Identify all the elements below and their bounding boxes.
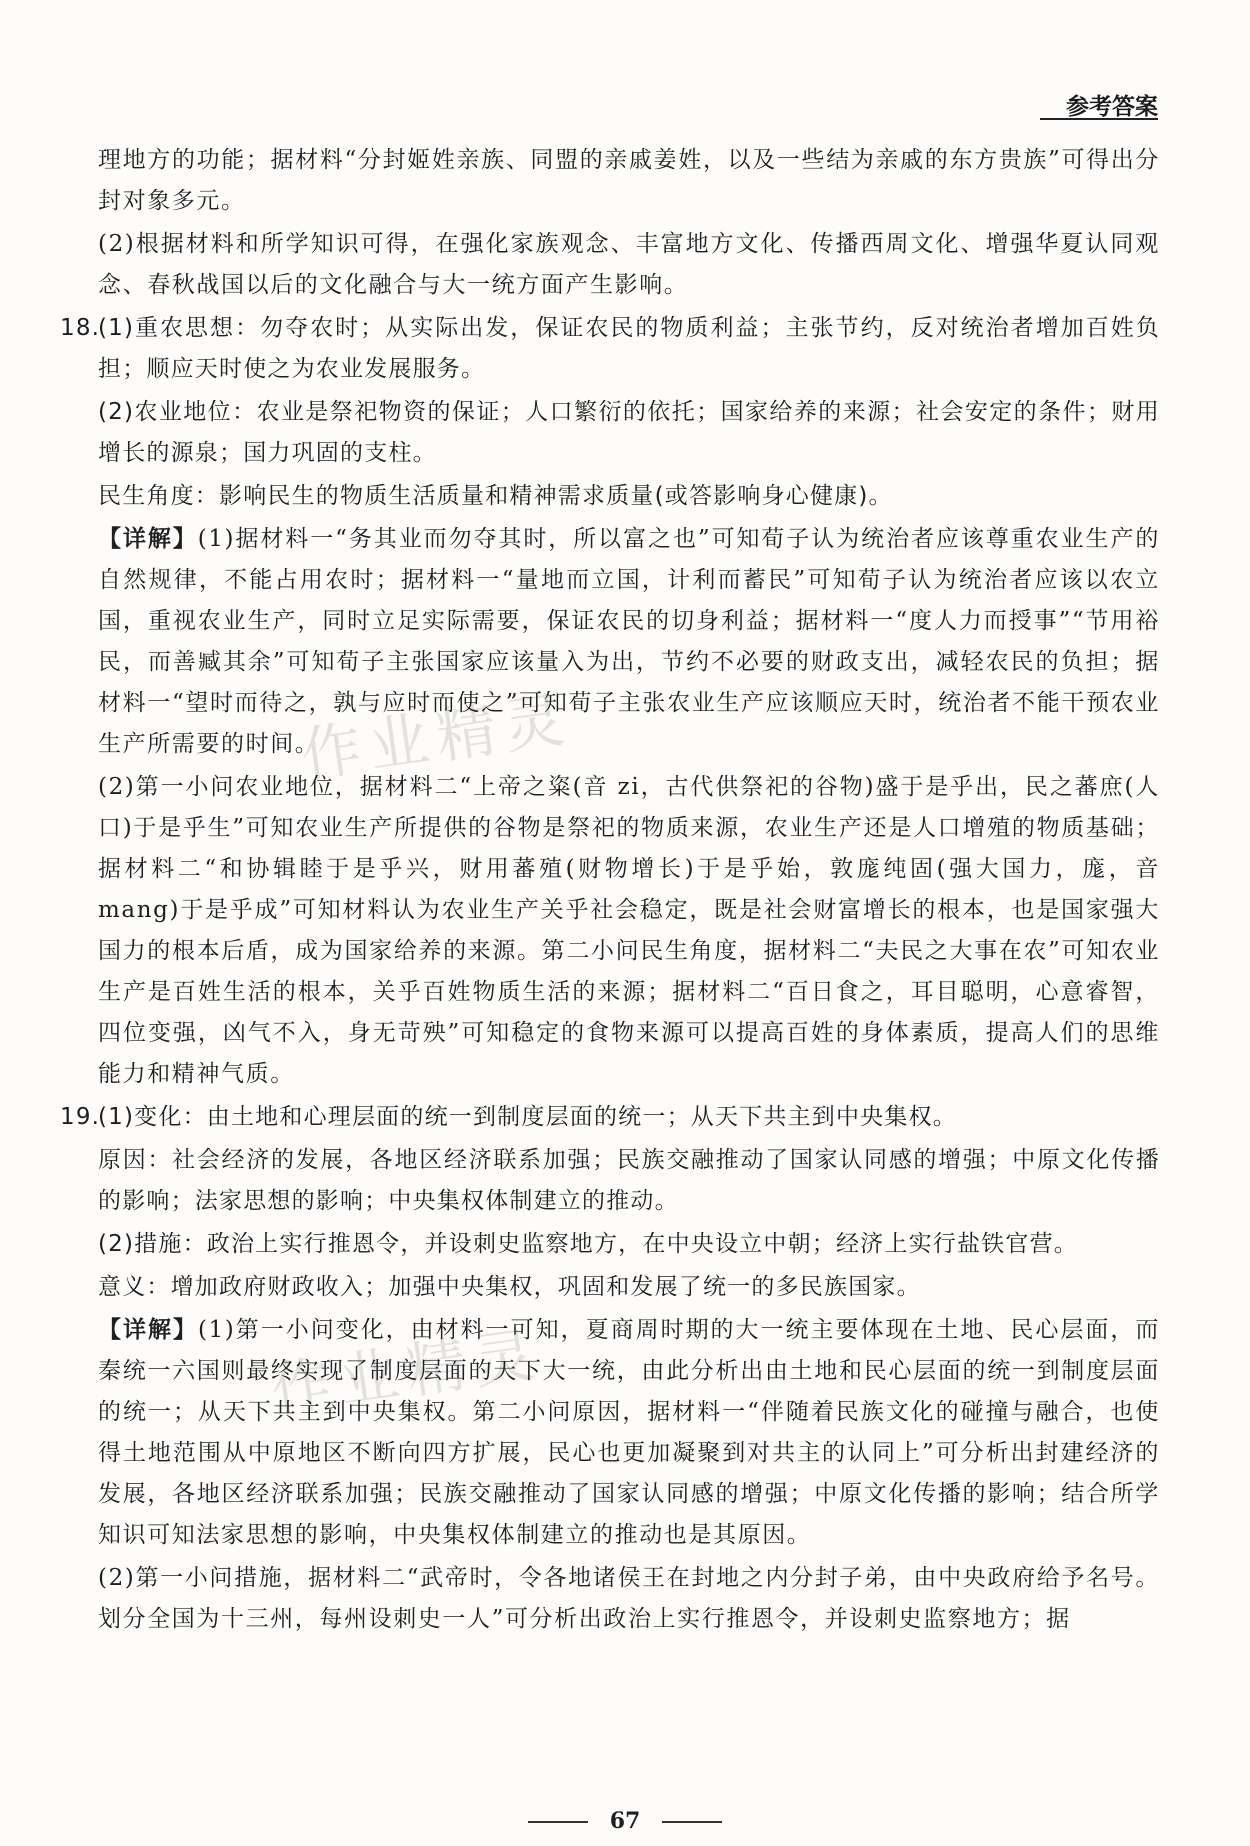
answer-paragraph — [60, 1140, 1160, 1222]
watermark: 作业精灵 — [297, 684, 577, 792]
answer-paragraph — [60, 1267, 1160, 1308]
answer-paragraph — [60, 224, 1160, 306]
paragraph-text: (2)第一小问措施，据材料二“武帝时，令各地诸侯王在封地之内分封子弟，由中央政府给予名号。划分全国为十三州，每州设刺史一人”可分析出政治上实行推恩令，并设刺史监察地方；据 — [98, 1565, 1160, 1632]
answer-paragraph — [60, 140, 1160, 222]
paragraph-text: 原因：社会经济的发展，各地区经济联系加强；民族交融推动了国家认同感的增强；中原文化传播的影响；法家思想的影响；中央集权体制建立的推动。 — [98, 1147, 1160, 1214]
watermark: 作业精灵 — [267, 1319, 547, 1427]
page-footer — [0, 1808, 1250, 1834]
explanation-tag: 【详解】 — [98, 1317, 198, 1343]
answer-paragraph — [60, 1558, 1160, 1640]
paragraph-text: 民生角度：影响民生的物质生活质量和精神需求质量(或答影响身心健康)。 — [98, 483, 893, 509]
answer-paragraph — [60, 392, 1160, 474]
explanation-tag: 【详解】 — [98, 526, 198, 552]
answer-paragraph — [60, 1310, 1160, 1556]
paragraph-text: 理地方的功能；据材料“分封姬姓亲族、同盟的亲戚姜姓，以及一些结为亲戚的东方贵族”可得出分封对象多元。 — [98, 147, 1160, 214]
paragraph-text: (1)变化：由土地和心理层面的统一到制度层面的统一；从天下共主到中央集权。 — [98, 1104, 957, 1130]
answer-paragraph — [60, 1224, 1160, 1265]
page-number: 67 — [609, 1808, 641, 1834]
answer-paragraph — [60, 1097, 1160, 1138]
footer-ornament-right — [662, 1821, 722, 1823]
paragraph-text: (1)重农思想：勿夺农时；从实际出发，保证农民的物质利益；主张节约，反对统治者增加百姓负担；顺应天时使之为农业发展服务。 — [98, 315, 1160, 382]
footer-ornament-left — [528, 1821, 588, 1823]
paragraph-text: (2)根据材料和所学知识可得，在强化家族观念、丰富地方文化、传播西周文化、增强华夏认同观念、春秋战国以后的文化融合与大一统方面产生影响。 — [98, 231, 1160, 298]
answer-paragraph — [60, 767, 1160, 1095]
question-number: 19. — [60, 1104, 101, 1130]
header-label: 参考答案 — [1066, 94, 1158, 120]
answer-paragraph — [60, 308, 1160, 390]
answer-paragraph — [60, 519, 1160, 765]
paragraph-text: 意义：增加政府财政收入；加强中央集权，巩固和发展了统一的多民族国家。 — [98, 1274, 921, 1300]
paragraph-text: (2)农业地位：农业是祭祀物资的保证；人口繁衍的依托；国家给养的来源；社会安定的条件；财用增长的源泉；国力巩固的支柱。 — [98, 399, 1160, 466]
question-number: 18. — [60, 315, 101, 341]
paragraph-text: (1)第一小问变化，由材料一可知，夏商周时期的大一统主要体现在土地、民心层面，而秦统一六国则最终实现了制度层面的天下大一统，由此分析出由土地和民心层面的统一到制度层面的统一；从天下共主到中央集权。第二小问原因，据材料一“伴随着民族文化的碰撞与融合，也使得土地范围从中原地区不断向四方扩展，民心也更加凝聚到对共主的认同上”可分析出封建经济的发展，各地区经济联系加强；民族交融推动了国家认同感的增强；中原文化传播的影响；结合所学知识可知法家思想的影响，中央集权体制建立的推动也是其原因。 — [98, 1317, 1160, 1548]
header-rule — [1040, 118, 1158, 120]
answer-paragraph — [60, 476, 1160, 517]
paragraph-text: (1)据材料一“务其业而勿夺其时，所以富之也”可知荀子认为统治者应该尊重农业生产的自然规律，不能占用农时；据材料一“量地而立国，计利而蓄民”可知荀子认为统治者应该以农立国，重视农业生产，同时立足实际需要，保证农民的切身利益；据材料一“度人力而授事”“节用裕民，而善臧其余”可知荀子主张国家应该量入为出，节约不必要的财政支出，减轻农民的负担；据材料一“望时而待之，孰与应时而使之”可知荀子主张农业生产应该顺应天时，统治者不能干预农业生产所需要的时间。 — [98, 526, 1160, 757]
paragraph-text: (2)第一小问农业地位，据材料二“上帝之粢(音 zi，古代供祭祀的谷物)盛于是乎出，民之蕃庶(人口)于是乎生”可知农业生产所提供的谷物是祭祀的物质来源，农业生产还是人口增殖的物质基础；据材料二“和协辑睦于是乎兴，财用蕃殖(财物增长)于是乎始，敦庬纯固(强大国力，庬，音 mang)于是乎成”可知材料认为农业生产关乎社会稳定，既是社会财富增长的根本，也是国家强大国力的根本后盾，成为国家给养的来源。第二小问民生角度，据材料二“夫民之大事在农”可知农业生产是百姓生活的根本，关乎百姓物质生活的来源；据材料二“百日食之，耳目聪明，心意睿智，四位变强，凶气不入，身无苛殃”可知稳定的食物来源可以提高百姓的身体素质，提高人们的思维能力和精神气质。 — [98, 774, 1160, 1087]
paragraph-text: (2)措施：政治上实行推恩令，并设刺史监察地方，在中央设立中朝；经济上实行盐铁官营。 — [98, 1231, 1078, 1257]
answer-body — [60, 140, 1160, 1642]
